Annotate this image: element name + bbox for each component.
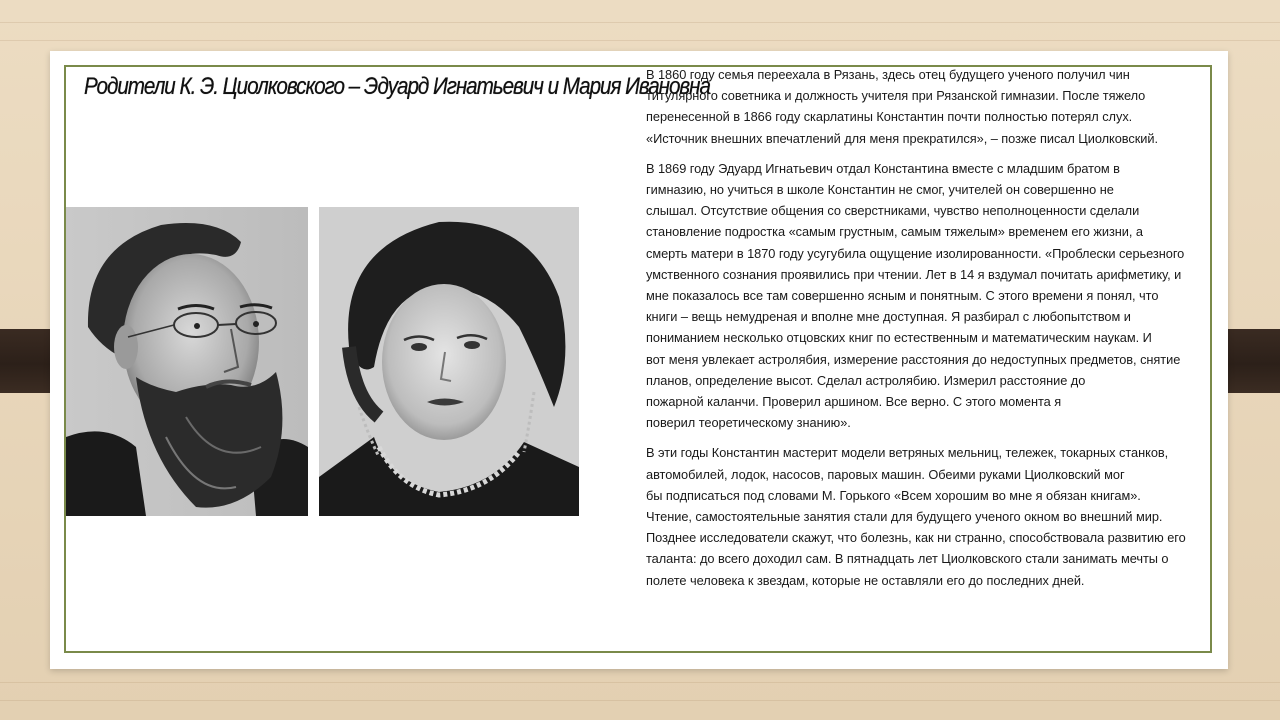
text-line: гимназию, но учиться в школе Константин не смог, учителей он совершенно не <box>646 182 1114 198</box>
paragraph-2 <box>646 158 1271 434</box>
text-line: слышал. Отсутствие общения со сверстниками, чувство неполноценности сделали <box>646 203 1140 219</box>
text-line: бы подписаться под словами М. Горького «Всем хорошим во мне я обязан книгам». <box>646 487 1141 503</box>
text-line: пониманием несколько отцовских книг по естественным и математическим наукам. И <box>646 330 1152 346</box>
text-line: Позднее исследователи скажут, что болезнь, как ни странно, способствовала развитию его <box>646 530 1186 546</box>
mother-portrait-image <box>319 207 579 516</box>
text-line: Чтение, самостоятельные занятия стали для будущего ученого окном во внешний мир. <box>646 509 1163 525</box>
text-line: титулярного советника и должность учителя при Рязанской гимназии. После тяжело <box>646 88 1146 104</box>
text-line: перенесенной в 1866 году скарлатины Константин почти полностью потерял слух. <box>646 109 1133 125</box>
biography-text <box>646 64 1271 600</box>
wood-grain <box>0 22 1280 23</box>
text-line: планов, определение высот. Сделал астролябию. Измерил расстояние до <box>646 372 1086 388</box>
text-line: таланта: до всего доходил сам. В пятнадцать лет Циолковского стали занимать мечты о <box>646 551 1169 567</box>
mother-photo <box>319 207 579 516</box>
text-line: В 1869 году Эдуард Игнатьевич отдал Константина вместе с младшим братом в <box>646 160 1120 176</box>
father-portrait-image <box>66 207 308 516</box>
text-line: книги – вещь немудреная и вполне мне доступная. Я разбирал с любопытством и <box>646 309 1131 325</box>
wood-grain <box>0 682 1280 683</box>
slide-title: Родители К. Э. Циолковского – Эдуард Игнатьевич и Мария Ивановна <box>84 73 710 100</box>
text-line: становление подростка «самым грустным, самым тяжелым» временем его жизни, а <box>646 224 1143 240</box>
text-line: поверил теоретическому знанию». <box>646 415 851 431</box>
text-line: мне показалось все там совершенно ясным и понятным. С этого времени я понял, что <box>646 288 1159 304</box>
text-line: вот меня увлекает астролябия, измерение расстояния до недоступных предметов, снятие <box>646 351 1181 367</box>
paragraph-1 <box>646 64 1271 149</box>
father-photo <box>66 207 308 516</box>
paragraph-3 <box>646 442 1271 590</box>
text-line: пожарной каланчи. Проверил аршином. Все верно. С этого момента я <box>646 394 1062 410</box>
text-line: смерть матери в 1870 году усугубила ощущение изолированности. «Проблески серьезного <box>646 245 1185 261</box>
text-line: полете человека к звездам, которые не оставляли его до последних дней. <box>646 572 1085 588</box>
text-line: умственного сознания проявились при чтении. Лет в 14 я вздумал почитать арифметику, и <box>646 266 1182 282</box>
wood-grain <box>0 700 1280 701</box>
text-line: В эти годы Константин мастерит модели ветряных мельниц, тележек, токарных станков, <box>646 445 1169 461</box>
text-line: автомобилей, лодок, насосов, паровых машин. Обеими руками Циолковский мог <box>646 466 1125 482</box>
text-line: В 1860 году семья переехала в Рязань, здесь отец будущего ученого получил чин <box>646 67 1130 82</box>
text-line: «Источник внешних впечатлений для меня прекратился», – позже писал Циолковский. <box>646 130 1158 146</box>
wood-grain <box>0 40 1280 41</box>
